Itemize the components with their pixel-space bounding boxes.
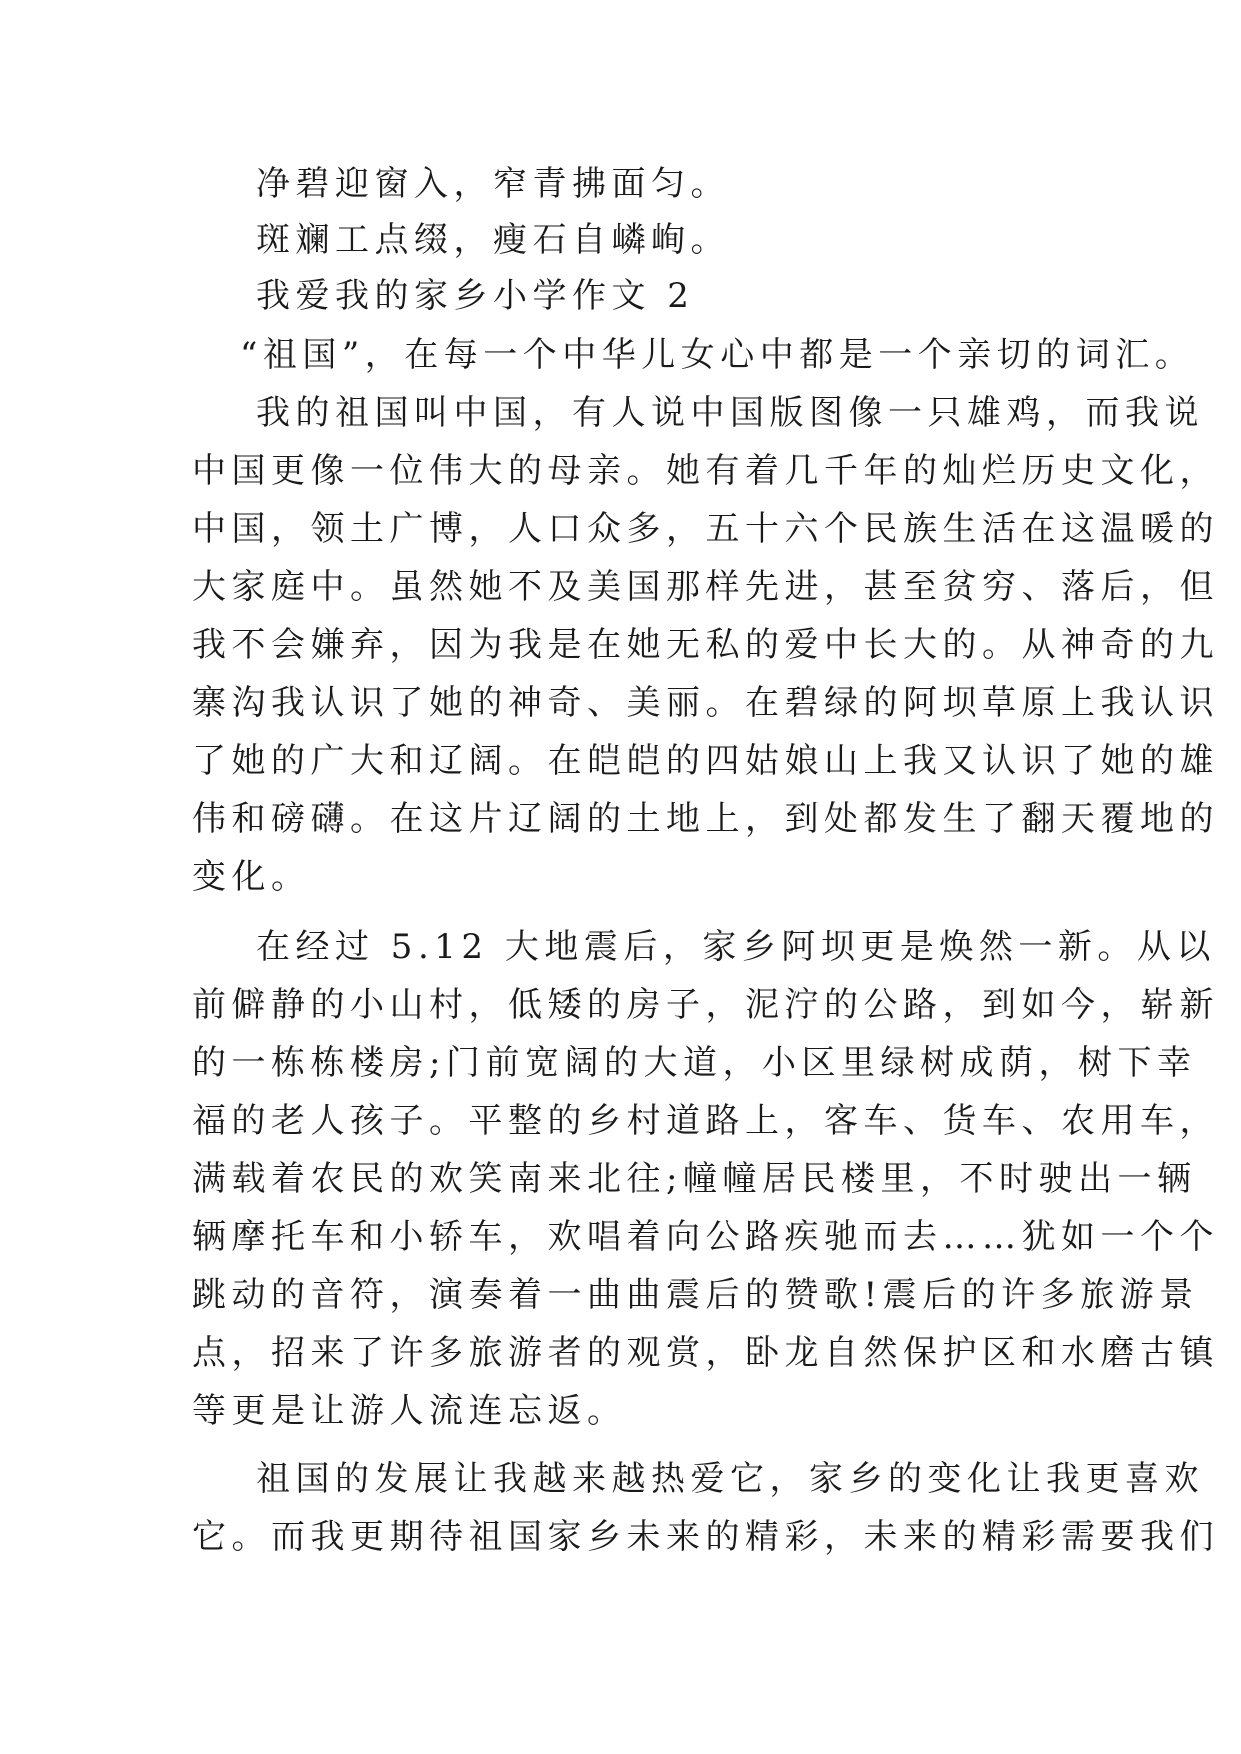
paragraph-line: 中国，领土广博，人口众多，五十六个民族生活在这温暖的 [192, 509, 1219, 549]
paragraph-line: 我的祖国叫中国，有人说中国版图像一只雄鸡，而我说 [256, 393, 1204, 433]
verse-line: 斑斓工点缀，瘦石自嶙峋。 [256, 220, 730, 260]
paragraph-line: 辆摩托车和小轿车，欢唱着向公路疾驰而去……犹如一个个 [192, 1217, 1219, 1257]
paragraph-line: 寨沟我认识了她的神奇、美丽。在碧绿的阿坝草原上我认识 [192, 683, 1219, 723]
paragraph-line: 前僻静的小山村，低矮的房子，泥泞的公路，到如今，崭新 [192, 985, 1219, 1025]
paragraph-line: 变化。 [192, 857, 311, 897]
paragraph-line: 它。而我更期待祖国家乡未来的精彩，未来的精彩需要我们 [192, 1517, 1219, 1557]
paragraph-line: 等更是让游人流连忘返。 [192, 1391, 627, 1431]
paragraph-line: 祖国的发展让我越来越热爱它，家乡的变化让我更喜欢 [256, 1459, 1204, 1499]
paragraph-line: 了她的广大和辽阔。在皑皑的四姑娘山上我又认识了她的雄 [192, 741, 1219, 781]
paragraph-line: 跳动的音符，演奏着一曲曲震后的赞歌!震后的许多旅游景 [192, 1275, 1199, 1315]
paragraph-line: 点，招来了许多旅游者的观赏，卧龙自然保护区和水磨古镇 [192, 1333, 1219, 1373]
paragraph-line: 大家庭中。虽然她不及美国那样先进，甚至贫穷、落后，但 [192, 567, 1219, 607]
paragraph-line: 的一栋栋楼房;门前宽阔的大道，小区里绿树成荫，树下幸 [192, 1043, 1197, 1083]
paragraph-line: 中国更像一位伟大的母亲。她有着几千年的灿烂历史文化， [192, 451, 1219, 491]
paragraph-line: 在经过 5.12 大地震后，家乡阿坝更是焕然一新。从以 [256, 927, 1216, 967]
paragraph-line: 我不会嫌弃，因为我是在她无私的爱中长大的。从神奇的九 [192, 625, 1219, 665]
paragraph-line: 福的老人孩子。平整的乡村道路上，客车、货车、农用车， [192, 1101, 1219, 1141]
paragraph-line: 伟和磅礴。在这片辽阔的土地上，到处都发生了翻天覆地的 [192, 799, 1219, 839]
paragraph-line: 满载着农民的欢笑南来北往;幢幢居民楼里，不时驶出一辆 [192, 1159, 1197, 1199]
verse-line: 净碧迎窗入，窄青拂面匀。 [256, 164, 730, 204]
paragraph: “祖国”，在每一个中华儿女心中都是一个亲切的词汇。 [240, 335, 1195, 375]
essay-title: 我爱我的家乡小学作文 2 [256, 276, 695, 316]
